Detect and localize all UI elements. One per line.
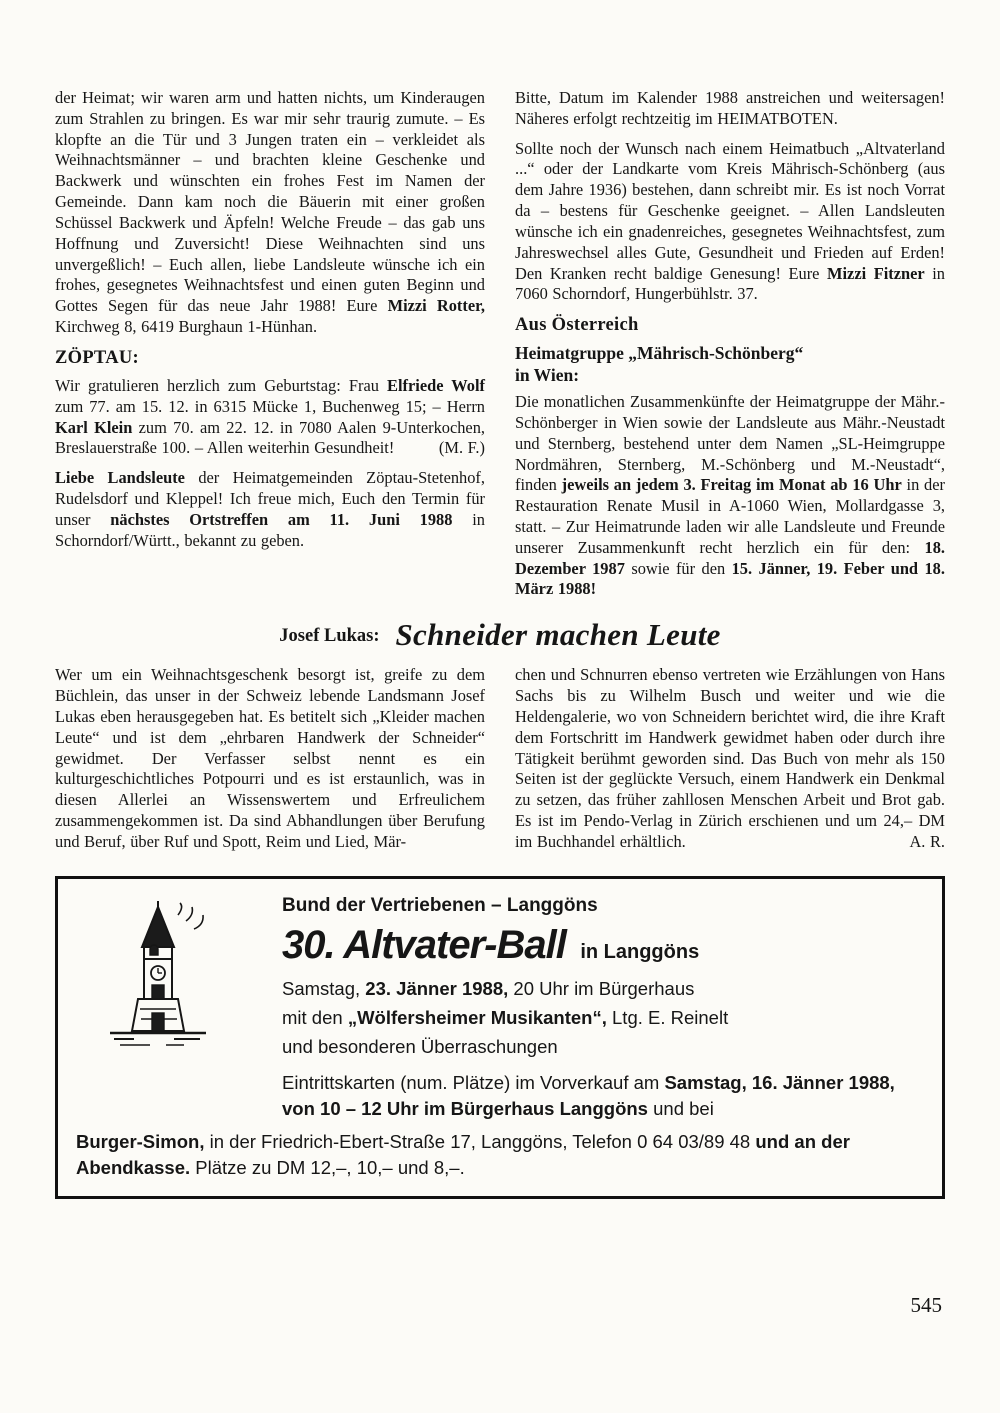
ad-surprises-line: und besonderen Überraschungen (282, 1036, 558, 1058)
ad-text-block (282, 891, 924, 1125)
initials-mf: (M. F.) (438, 438, 485, 458)
church-tower-illustration (76, 891, 244, 1125)
paragraph-ortstreffen: Liebe Landsleute der Heimatgemeinden Zöptau-Stetenhof, Rudelsdorf und Kleppel! Ich freue mich, Euch den Termin für unser nächstes Ortstreffen am 11. Juni 1988 in Schorndorf/Württ., bekannt zu geben. (55, 468, 485, 550)
ad-organization: Bund der Vertriebenen – Langgöns (282, 894, 598, 916)
ad-top-row (76, 891, 924, 1125)
paragraph-wien: Die monatlichen Zusammenkünfte der Heimatgruppe der Mähr.-Schönberger in Wien sowie der Landsleute aus Mähr.-Neustadt und Sternberg, bestehend unter dem Namen „SL-Heimgruppe Nordmähren, Sternberg, M.-Schönberg und M.-Neustadt“, finden jeweils an jedem 3. Freitag im Monat ab 16 Uhr in der Restauration Renate Musil in A-1060 Wien, Mollardgasse 3, statt. – Zur Heimatrunde laden wir alle Landsleute und Freunde unserer Zusammenkunft recht herzlich ein für den: 18. Dezember 1987 sowie für den 15. Jänner, 19. Feber und 18. März 1988! (515, 392, 945, 599)
feature-left-column (55, 665, 485, 861)
group-heading-line2: in Wien: (515, 365, 580, 386)
top-section (55, 88, 945, 609)
paragraph-heimatbuch: Sollte noch der Wunsch nach einem Heimatbuch „Altvaterland ...“ oder der Landkarte vom Kreis Mährisch-Schönberg (aus dem Jahre 1936) bestehen, dann schreibt mir. Es ist noch Vorrat da – bestens für Geschenke geeignet. – Allen Landsleuten wünsche ich ein gnadenreiches, gesegnetes Weihnachtsfest, zum Jahreswechsel alles Gute, Gesundheit und Frieden auf Erden! Den Kranken recht baldige Genesung! Eure Mizzi Fitzner in 7060 Schorndorf, Hungerbühlstr. 37. (515, 138, 945, 304)
feature-author: Josef Lukas: (279, 626, 380, 647)
feature-headline (55, 617, 945, 653)
feature-title: Schneider machen Leute (395, 617, 721, 653)
group-heading (515, 343, 945, 387)
group-heading-line1: Heimatgruppe „Mährisch-Schönberg“ (515, 343, 804, 364)
section-heading-zoeptau: ZÖPTAU: (55, 347, 139, 368)
ad-event-title: 30. Altvater-Ball (282, 922, 566, 967)
feature-right-column (515, 665, 945, 861)
initials-ar: A. R. (909, 831, 945, 851)
section-heading-austria: Aus Österreich (515, 315, 639, 336)
paragraph-heimat: der Heimat; wir waren arm und hatten nichts, um Kinderaugen zum Strahlen zu bringen. Es war mir sehr traurig zumute. – Es klopfte an die Tür und 3 Jungen traten ein – verkleidet als Weihnachtsmänner – und brachten kleine Geschenke und Backwerk und wünschten ein frohes Fest im Namen der Gemeinde. Dann kam noch die Bäuerin mit einer großen Schüssel Backwerk und Äpfeln! Welche Freude – das gab uns Hoffnung und Zuversicht! Diese Weihnachten sind uns unvergeßlich! – Euch allen, liebe Landsleute wünsche ich ein frohes, gesegnetes Weihnachtsfest und einen guten Beginn und Gottes Segen für das neue Jahr 1988! Eure Mizzi Rotter, Kirchweg 8, 6419 Burghaun 1-Hünhan. (55, 88, 485, 337)
feature-section (55, 665, 945, 861)
paragraph-feature-right (515, 665, 945, 852)
ad-event-location: in Langgöns (580, 940, 700, 963)
ad-date-line: Samstag, 23. Jänner 1988, 20 Uhr im Bürgerhaus (282, 977, 695, 999)
paragraph-birthdays (55, 376, 485, 459)
paragraph-kalender: Bitte, Datum im Kalender 1988 anstreichen und weitersagen! Näheres erfolgt rechtzeitig im HEIMATBOTEN. (515, 88, 945, 128)
right-column (515, 88, 945, 609)
ad-address-line: Burger-Simon, in der Friedrich-Ebert-Straße 17, Langgöns, Telefon 0 64 03/89 48 und an der Abendkasse. Plätze zu DM 12,–, 10,– und 8,–. (76, 1131, 850, 1179)
ad-title-row (282, 923, 924, 968)
advertisement-box (55, 876, 945, 1199)
feature-right-text: chen und Schnurren ebenso vertreten wie Erzählungen von Hans Sachs bis zu Wilhelm Busch und weiter und wie die Heldengalerie, wo von Schneidern berichtet wird, die ihre Kraft dem Fortschritt im Handwerk gewidmet haben oder durch ihre Tätigkeit berühmt geworden sind. Das Buch von mehr als 150 Seiten ist der geglückte Versuch, einem Handwerk ein Denkmal zu setzen, das früher zahllosen Menschen Arbeit und Brot gab. Es ist im Pendo-Verlag in Zürich erschienen und um 24,– DM im Buchhandel erhältlich. (515, 665, 945, 851)
ad-band-line: mit den „Wölfersheimer Musikanten“, Ltg. E. Reinelt (282, 1007, 729, 1029)
ad-tickets-line: Eintrittskarten (num. Plätze) im Vorverkauf am Samstag, 16. Jänner 1988, von 10 – 12 Uhr im Bürgerhaus Langgöns und bei (282, 1071, 895, 1119)
paragraph-feature-left: Wer um ein Weihnachtsgeschenk besorgt ist, greife zu dem Büchlein, das unser in der Schweiz lebende Landsmann Josef Lukas eben herausgegeben hat. Es betitelt sich „Kleider machen Leute“ und ist dem „ehrbaren Handwerk der Schneider“ gewidmet. Der Verfasser selbst nennt es ein kulturgeschichtliches Potpourri und es ist erstaunlich, was in diesen Allerlei an Wissenswertem und Erfreulichem zusammengekommen ist. Da sind Abhandlungen über Berufung und Beruf, über Ruf und Spott, Reim und Lied, Mär- (55, 665, 485, 851)
birthdays-text: Wir gratulieren herzlich zum Geburtstag: Frau Elfriede Wolf zum 77. am 15. 12. in 6315 Mücke 1, Buchenweg 15; – Herrn Karl Klein zum 70. am 22. 12. in 7080 Aalen 9-Unterkochen, Breslauerstraße 100. – Allen weiterhin Gesundheit! (55, 375, 486, 458)
page-number: 545 (910, 1293, 942, 1317)
left-column (55, 88, 485, 609)
